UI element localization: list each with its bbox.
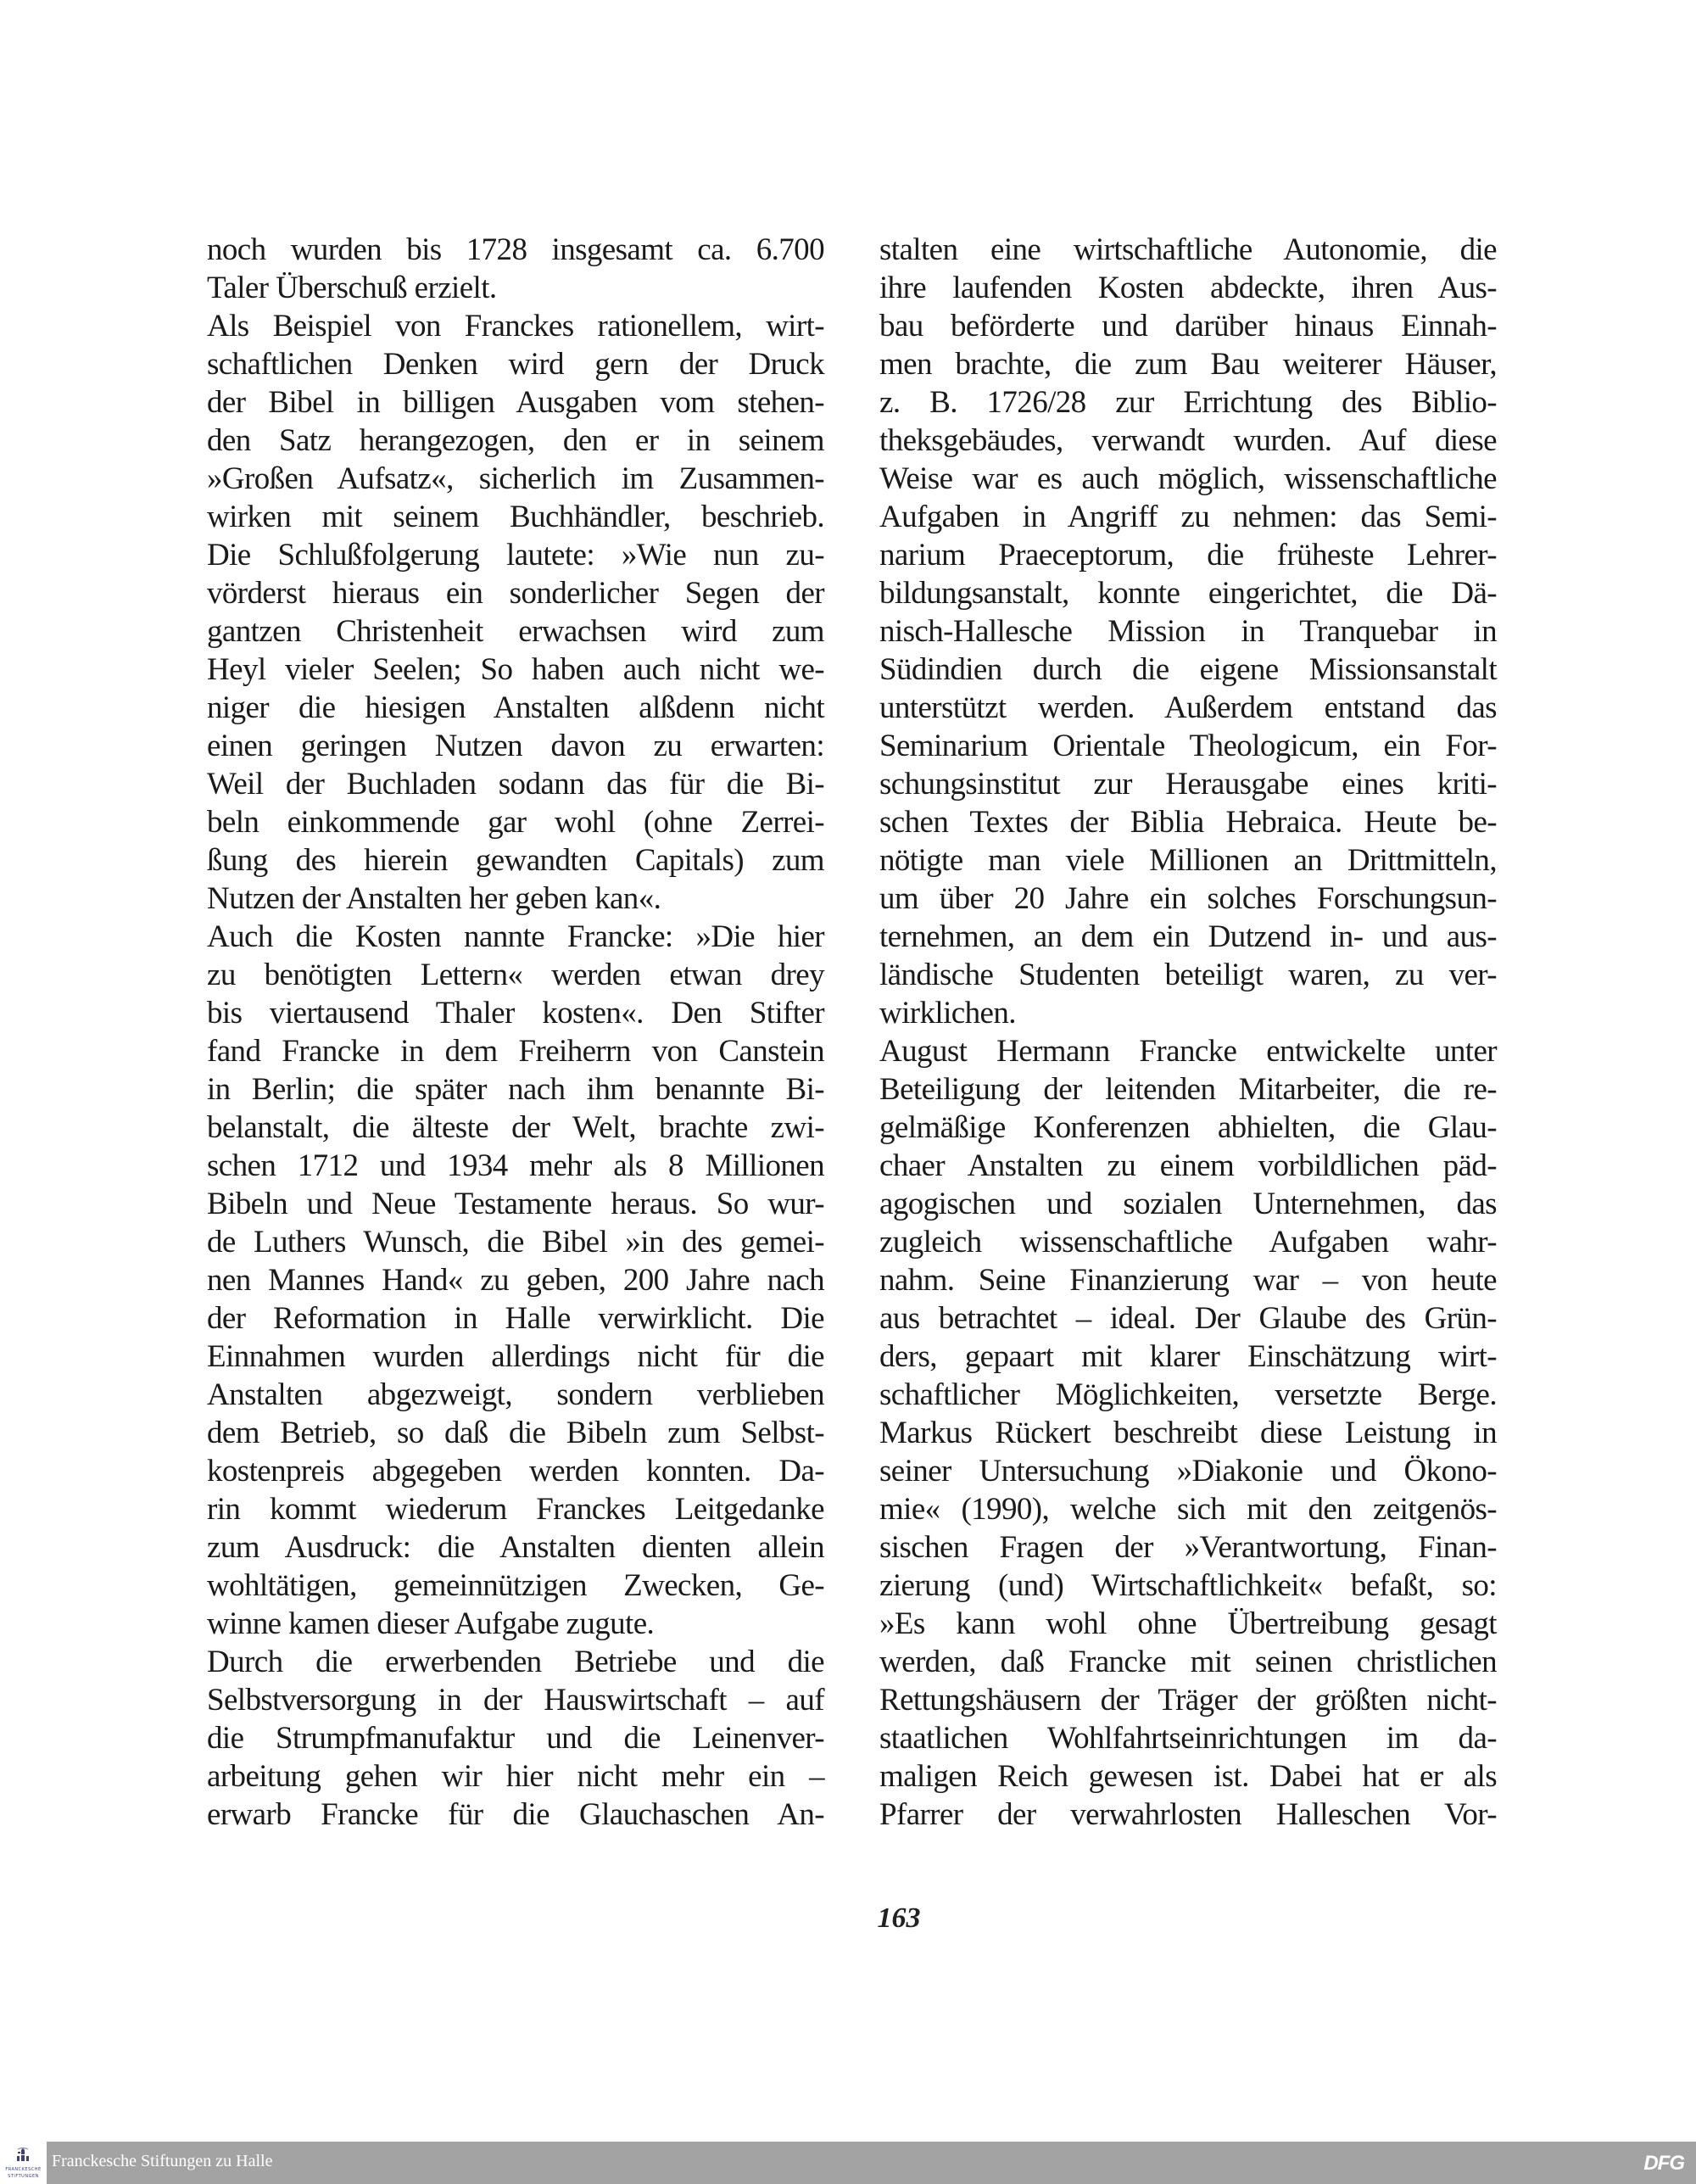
text-line: in Berlin; die später nach ihm benannte Bi-	[207, 1072, 824, 1107]
text-line: nen Mannes Hand« zu geben, 200 Jahre nach	[207, 1263, 824, 1298]
logo-text-line1: FRANCKESCHE	[5, 2167, 42, 2172]
text-line: »Es kann wohl ohne Übertreibung gesagt	[879, 1606, 1497, 1641]
text-line: Taler Überschuß erzielt.	[207, 271, 497, 305]
text-line: rin kommt wiederum Franckes Leitgedanke	[207, 1492, 824, 1527]
text-line: dem Betrieb, so daß die Bibeln zum Selbst-	[207, 1416, 824, 1450]
text-line: bildungsanstalt, konnte eingerichtet, die Dä-	[879, 576, 1497, 611]
text-line: niger die hiesigen Anstalten alßdenn nicht	[207, 690, 824, 725]
text-line: ßung des hierein gewandten Capitals) zum	[207, 843, 824, 878]
text-line: die Strumpfmanufaktur und die Leinenver-	[207, 1721, 824, 1756]
foundation-logo[interactable]	[0, 2142, 47, 2184]
foundation-emblem-icon	[16, 2147, 30, 2162]
text-line: belanstalt, die älteste der Welt, brachte zwi-	[207, 1110, 824, 1145]
text-line: Heyl vieler Seelen; So haben auch nicht we-	[207, 652, 824, 687]
text-line: nahm. Seine Finanzierung war – von heute	[879, 1263, 1497, 1298]
institution-link[interactable]: Franckesche Stiftungen zu Halle	[52, 2152, 273, 2170]
text-line: arbeitung gehen wir hier nicht mehr ein –	[207, 1759, 824, 1794]
text-line: z. B. 1726/28 zur Errichtung des Biblio-	[879, 385, 1497, 420]
text-line: Einnahmen wurden allerdings nicht für die	[207, 1339, 824, 1374]
text-line: werden, daß Francke mit seinen christlichen	[879, 1645, 1497, 1679]
text-line: zu benötigten Lettern« werden etwan drey	[207, 958, 824, 992]
text-line: nötigte man viele Millionen an Drittmitteln,	[879, 843, 1497, 878]
text-line: beln einkommende gar wohl (ohne Zerrei-	[207, 805, 824, 840]
text-line: zum Ausdruck: die Anstalten dienten allein	[207, 1530, 824, 1565]
footer-bar	[47, 2142, 1696, 2184]
text-line: Nutzen der Anstalten her geben kan«.	[207, 881, 661, 916]
text-line: Bibeln und Neue Testamente heraus. So wur-	[207, 1187, 824, 1221]
text-line: der Reformation in Halle verwirklicht. Die	[207, 1301, 824, 1336]
text-line: Anstalten abgezweigt, sondern verblieben	[207, 1377, 824, 1412]
text-line: um über 20 Jahre ein solches Forschungsun-	[879, 881, 1497, 916]
text-line: ländische Studenten beteiligt waren, zu ver-	[879, 958, 1497, 992]
text-line: sischen Fragen der »Verantwortung, Finan-	[879, 1530, 1497, 1565]
text-line: Aufgaben in Angriff zu nehmen: das Semi-	[879, 500, 1497, 534]
text-line: wirken mit seinem Buchhändler, beschrieb.	[207, 500, 824, 534]
text-line: agogischen und sozialen Unternehmen, das	[879, 1187, 1497, 1221]
text-line: einen geringen Nutzen davon zu erwarten:	[207, 729, 824, 763]
text-line: Die Schlußfolgerung lautete: »Wie nun zu-	[207, 538, 824, 573]
logo-text-line2: STIFTUNGEN	[8, 2174, 39, 2179]
text-line: winne kamen dieser Aufgabe zugute.	[207, 1606, 655, 1641]
text-line: noch wurden bis 1728 insgesamt ca. 6.700	[207, 232, 824, 267]
text-line: unterstützt werden. Außerdem entstand das	[879, 690, 1497, 725]
text-line: wohltätigen, gemeinnützigen Zwecken, Ge-	[207, 1568, 824, 1603]
text-line: Selbstversorgung in der Hauswirtschaft – auf	[207, 1683, 824, 1718]
right-text-column	[879, 231, 1497, 1834]
text-line: Südindien durch die eigene Missionsanstalt	[879, 652, 1497, 687]
text-line: staatlichen Wohlfahrtseinrichtungen im da-	[879, 1721, 1497, 1756]
text-line: August Hermann Francke entwickelte unter	[879, 1034, 1497, 1069]
text-line: ternehmen, an dem ein Dutzend in- und aus-	[879, 919, 1497, 954]
text-line: stalten eine wirtschaftliche Autonomie, die	[879, 232, 1497, 267]
text-line: schen 1712 und 1934 mehr als 8 Millionen	[207, 1148, 824, 1183]
text-line: Auch die Kosten nannte Francke: »Die hier	[207, 919, 824, 954]
text-line: theksgebäudes, verwandt wurden. Auf diese	[879, 423, 1497, 458]
text-line: fand Francke in dem Freiherrn von Canstein	[207, 1034, 824, 1069]
text-line: ihre laufenden Kosten abdeckte, ihren Aus-	[879, 271, 1497, 305]
text-line: gantzen Christenheit erwachsen wird zum	[207, 614, 824, 649]
text-line: ders, gepaart mit klarer Einschätzung wirt-	[879, 1339, 1497, 1374]
text-line: Durch die erwerbenden Betriebe und die	[207, 1645, 824, 1679]
text-line: bau beförderte und darüber hinaus Einnah-	[879, 309, 1497, 344]
text-line: schen Textes der Biblia Hebraica. Heute be-	[879, 805, 1497, 840]
text-line: Weil der Buchladen sodann das für die Bi-	[207, 767, 824, 802]
text-line: »Großen Aufsatz«, sicherlich im Zusammen-	[207, 461, 824, 496]
text-line: vörderst hieraus ein sonderlicher Segen der	[207, 576, 824, 611]
page-number: 163	[877, 1902, 921, 1934]
text-line: zierung (und) Wirtschaftlichkeit« befaßt, so:	[879, 1568, 1497, 1603]
text-line: Rettungshäusern der Träger der größten nicht-	[879, 1683, 1497, 1718]
text-line: der Bibel in billigen Ausgaben vom stehen-	[207, 385, 824, 420]
text-line: gelmäßige Konferenzen abhielten, die Glau-	[879, 1110, 1497, 1145]
text-line: den Satz herangezogen, den er in seinem	[207, 423, 824, 458]
text-line: erwarb Francke für die Glauchaschen An-	[207, 1797, 824, 1832]
left-text-column	[207, 231, 824, 1834]
text-line: aus betrachtet – ideal. Der Glaube des Grün-	[879, 1301, 1497, 1336]
text-line: chaer Anstalten zu einem vorbildlichen päd-	[879, 1148, 1497, 1183]
text-line: Beteiligung der leitenden Mitarbeiter, die re-	[879, 1072, 1497, 1107]
text-line: bis viertausend Thaler kosten«. Den Stifter	[207, 996, 824, 1031]
text-line: schaftlichen Denken wird gern der Druck	[207, 347, 824, 382]
text-line: schungsinstitut zur Herausgabe eines kriti-	[879, 767, 1497, 802]
text-line: schaftlicher Möglichkeiten, versetzte Berge.	[879, 1377, 1497, 1412]
text-line: zugleich wissenschaftliche Aufgaben wahr-	[879, 1225, 1497, 1260]
text-line: men brachte, die zum Bau weiterer Häuser,	[879, 347, 1497, 382]
text-line: Als Beispiel von Franckes rationellem, wirt-	[207, 309, 824, 344]
text-line: maligen Reich gewesen ist. Dabei hat er als	[879, 1759, 1497, 1794]
dfg-logo-icon[interactable]: DFG	[1643, 2152, 1684, 2175]
text-line: Pfarrer der verwahrlosten Halleschen Vor-	[879, 1797, 1497, 1832]
text-line: wirklichen.	[879, 996, 1016, 1031]
text-line: narium Praeceptorum, die früheste Lehrer-	[879, 538, 1497, 573]
text-line: de Luthers Wunsch, die Bibel »in des gemei-	[207, 1225, 824, 1260]
text-line: Seminarium Orientale Theologicum, ein For-	[879, 729, 1497, 763]
text-line: Markus Rückert beschreibt diese Leistung in	[879, 1416, 1497, 1450]
text-line: kostenpreis abgegeben werden konnten. Da-	[207, 1454, 824, 1489]
text-line: seiner Untersuchung »Diakonie und Ökono-	[879, 1454, 1497, 1489]
text-line: mie« (1990), welche sich mit den zeitgenös-	[879, 1492, 1497, 1527]
text-line: Weise war es auch möglich, wissenschaftliche	[879, 461, 1497, 496]
text-line: nisch-Hallesche Mission in Tranquebar in	[879, 614, 1497, 649]
